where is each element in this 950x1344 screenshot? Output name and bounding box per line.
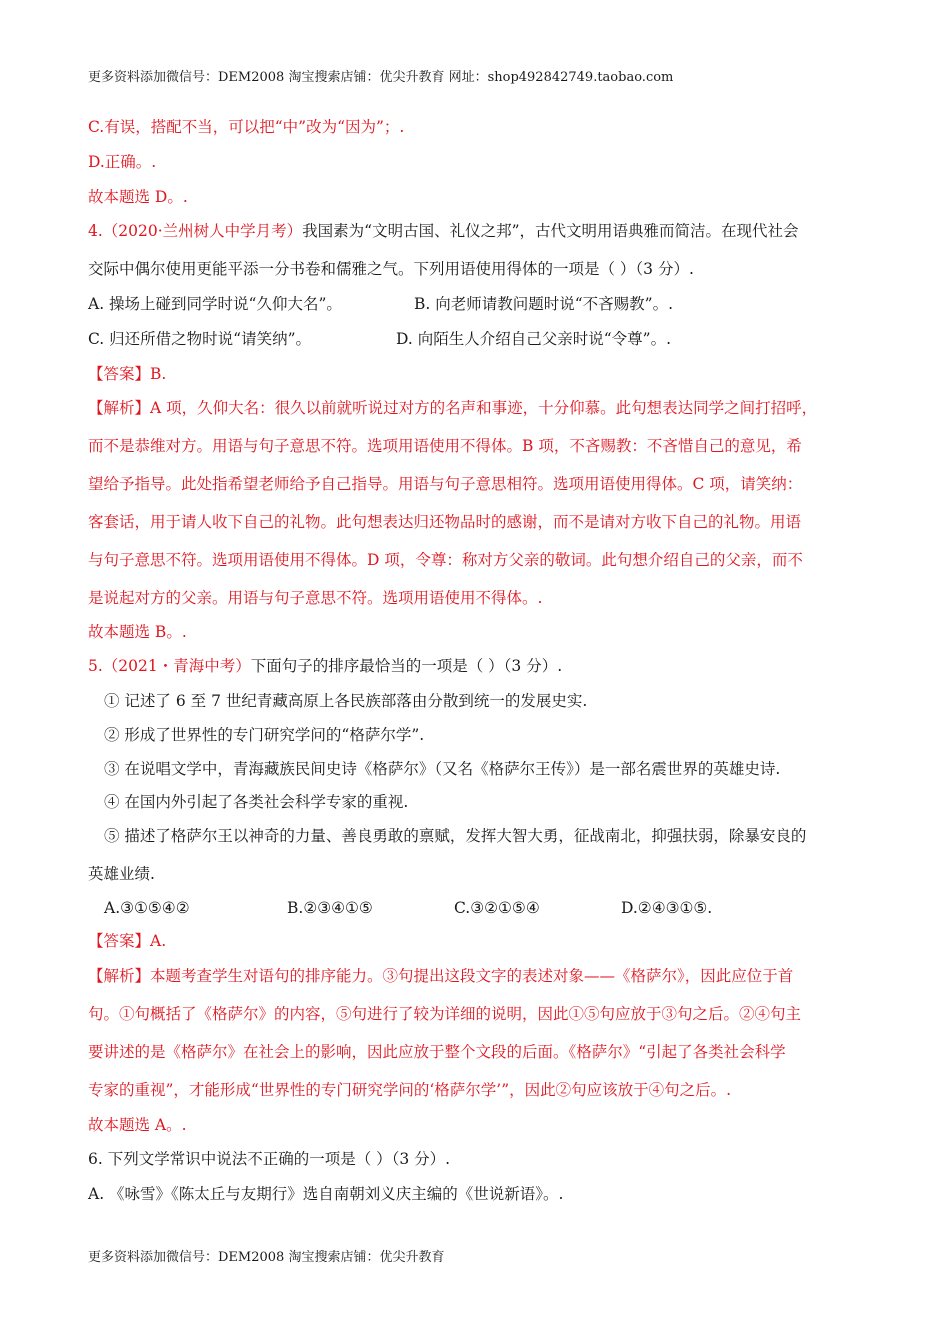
question-4-answer: 【答案】B. bbox=[88, 365, 167, 383]
question-4-analysis-line: 【解析】A 项，久仰大名：很久以前就听说过对方的名声和事迹，十分仰慕。此句想表达同学之间打招呼， bbox=[88, 399, 818, 417]
question-5-conclusion: 故本题选 A。. bbox=[88, 1116, 187, 1134]
question-4-stem-text: 我国素为“文明古国、礼仪之邦”，古代文明用语典雅而简洁。在现代社会 bbox=[302, 222, 799, 240]
question-4-option-c: C. 归还所借之物时说“请笑纳”。 bbox=[88, 330, 312, 348]
question-4-analysis-line: 而不是恭维对方。用语与句子意思不符。选项用语使用不得体。B 项，不吝赐教：不吝惜自己的意见，希 bbox=[88, 437, 802, 455]
question-5-sentence-4: ④ 在国内外引起了各类社会科学专家的重视. bbox=[104, 793, 409, 811]
question-5-analysis-line: 句。①句概括了《格萨尔》的内容，⑤句进行了较为详细的说明，因此①⑤句应放于③句之后。②④句主 bbox=[88, 1005, 802, 1023]
question-5-option-d: D.②④③①⑤. bbox=[621, 899, 713, 917]
question-5-option-c: C.③②①⑤④ bbox=[454, 899, 540, 917]
question-5-stem bbox=[88, 656, 562, 676]
question-4-analysis-line: 客套话，用于请人收下自己的礼物。此句想表达归还物品时的感谢，而不是请对方收下自己的礼物。用语 bbox=[88, 513, 802, 531]
question-4-conclusion: 故本题选 B。. bbox=[88, 623, 187, 641]
question-5-answer: 【答案】A. bbox=[88, 932, 167, 950]
question-5-stem-text: 下面句子的排序最恰当的一项是（ ）（3 分）. bbox=[250, 657, 563, 675]
question-4-option-d: D. 向陌生人介绍自己父亲时说“令尊”。. bbox=[396, 330, 672, 348]
question-4-analysis-line: 是说起对方的父亲。用语与句子意思不符。选项用语使用不得体。. bbox=[88, 589, 543, 607]
page-header: 更多资料添加微信号：DEM2008 淘宝搜索店铺：优尖升教育 网址：shop492842749.taobao.com bbox=[88, 70, 674, 85]
question-5-option-a: A.③①⑤④② bbox=[104, 899, 190, 917]
prev-option-d-explanation: D.正确。. bbox=[88, 153, 157, 171]
question-4-analysis-line: 与句子意思不符。选项用语使用不得体。D 项，令尊：称对方父亲的敬词。此句想介绍自己的父亲，而不 bbox=[88, 551, 803, 569]
question-5-sentence-5: ⑤ 描述了格萨尔王以神奇的力量、善良勇敢的禀赋，发挥大智大勇，征战南北，抑强扶弱，除暴安良的 bbox=[104, 827, 807, 845]
prev-conclusion: 故本题选 D。. bbox=[88, 188, 188, 206]
question-4-analysis-line: 望给予指导。此处指希望老师给予自己指导。用语与句子意思相符。选项用语使用得体。C 项，请笑纳： bbox=[88, 475, 803, 493]
question-5-sentence-1: ① 记述了 6 至 7 世纪青藏高原上各民族部落由分散到统一的发展史实. bbox=[104, 692, 588, 710]
question-5-sentence-5-continued: 英雄业绩. bbox=[88, 865, 155, 883]
question-5-analysis-line: 要讲述的是《格萨尔》在社会上的影响，因此应放于整个文段的后面。《格萨尔》“引起了各类社会科学 bbox=[88, 1043, 786, 1061]
question-6-option-a: A. 《咏雪》《陈太丘与友期行》选自南朝刘义庆主编的《世说新语》。. bbox=[88, 1185, 564, 1203]
question-5-analysis-line: 专家的重视”，才能形成“世界性的专门研究学问的‘格萨尔学’”，因此②句应该放于④句之后。. bbox=[88, 1081, 732, 1099]
question-4-stem-line-2: 交际中偶尔使用更能平添一分书卷和儒雅之气。下列用语使用得体的一项是（ ）（3 分）. bbox=[88, 260, 694, 278]
page-footer: 更多资料添加微信号：DEM2008 淘宝搜索店铺：优尖升教育 bbox=[88, 1250, 445, 1265]
prev-option-c-explanation: C.有误，搭配不当，可以把“中”改为“因为”；. bbox=[88, 118, 405, 136]
question-4-option-b: B. 向老师请教问题时说“不吝赐教”。. bbox=[414, 295, 674, 313]
question-5-option-b: B.②③④①⑤ bbox=[287, 899, 373, 917]
question-5-source: 5.（2021・青海中考） bbox=[88, 657, 251, 675]
question-4-source: 4.（2020·兰州树人中学月考） bbox=[88, 222, 303, 240]
question-6-stem: 6. 下列文学常识中说法不正确的一项是（ ）（3 分）. bbox=[88, 1150, 451, 1168]
question-4-stem-line-1 bbox=[88, 221, 799, 241]
question-5-sentence-2: ② 形成了世界性的专门研究学问的“格萨尔学”. bbox=[104, 726, 425, 744]
question-4-option-a: A. 操场上碰到同学时说“久仰大名”。 bbox=[88, 295, 342, 313]
question-5-analysis-line: 【解析】本题考查学生对语句的排序能力。③句提出这段文字的表述对象——《格萨尔》，因此应位于首 bbox=[88, 967, 794, 985]
question-5-sentence-3: ③ 在说唱文学中，青海藏族民间史诗《格萨尔》（又名《格萨尔王传》）是一部名震世界的英雄史诗. bbox=[104, 760, 781, 778]
